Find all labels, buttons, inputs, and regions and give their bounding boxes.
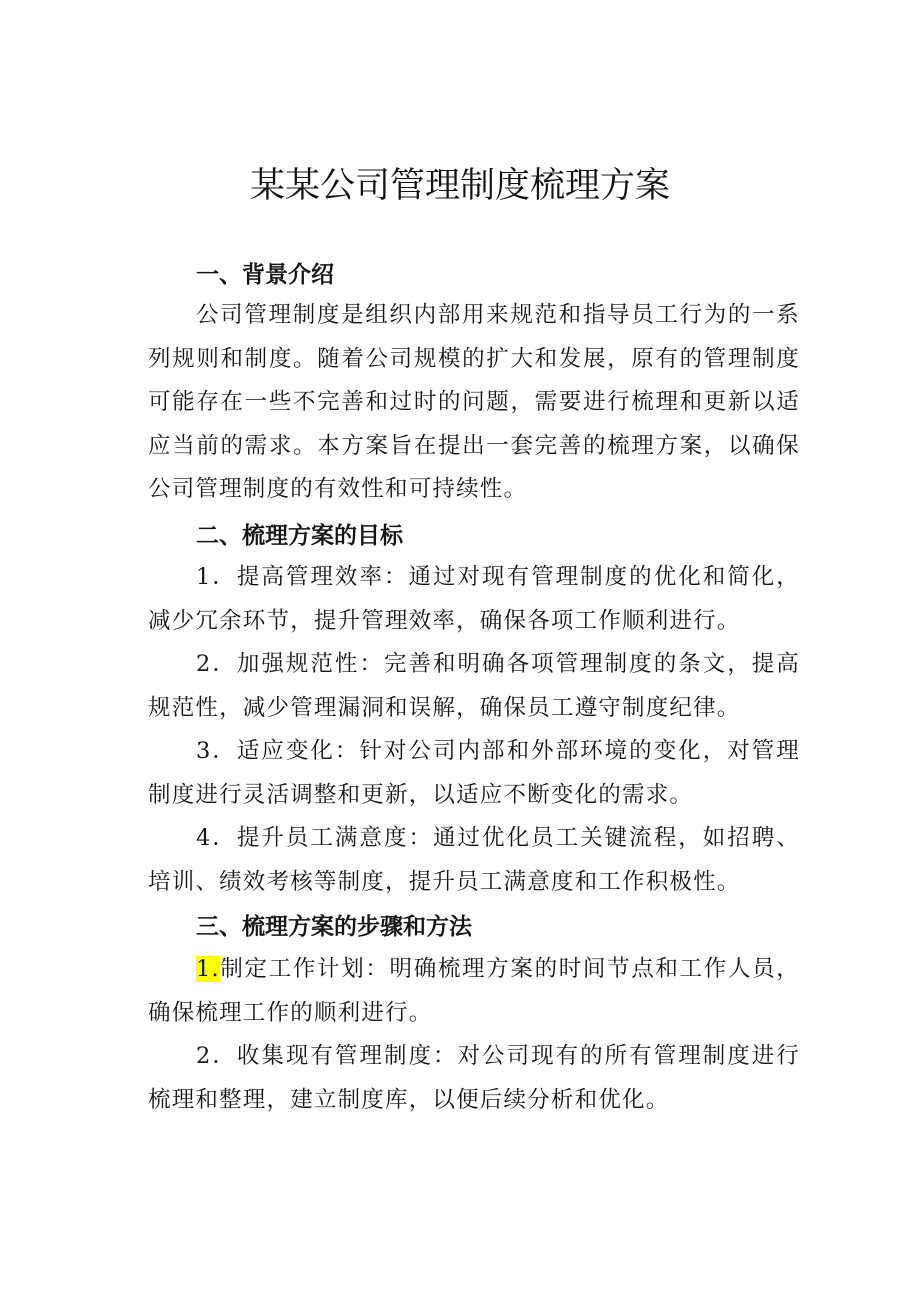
paragraph-background: 公司管理制度是组织内部用来规范和指导员工行为的一系列规则和制度。随着公司规模的扩大和发展，原有的管理制度可能存在一些不完善和过时的问题，需要进行梳理和更新以适应当前的需求。本方案旨在提出一套完善的梳理方案，以确保公司管理制度的有效性和可持续性。 (148, 302, 800, 502)
section-heading-steps: 三、梳理方案的步骤和方法 (196, 914, 472, 940)
section-heading-background: 一、背景介绍 (196, 262, 334, 288)
step-item-2: 2．收集现有管理制度：对公司现有的所有管理制度进行梳理和整理，建立制度库，以便后续分析和优化。 (148, 1043, 800, 1113)
goal-item-3: 3．适应变化：针对公司内部和外部环境的变化，对管理制度进行灵活调整和更新，以适应不断变化的需求。 (148, 738, 800, 808)
step-item-1-text: 制定工作计划：明确梳理方案的时间节点和工作人员，确保梳理工作的顺利进行。 (148, 956, 800, 1026)
highlighted-step-number: 1. (196, 956, 220, 982)
step-item-1 (148, 948, 800, 1035)
goal-item-2: 2．加强规范性：完善和明确各项管理制度的条文，提高规范性，减少管理漏洞和误解，确保员工遵守制度纪律。 (148, 651, 800, 721)
goal-item-4: 4．提升员工满意度：通过优化员工关键流程，如招聘、培训、绩效考核等制度，提升员工满意度和工作积极性。 (148, 825, 800, 895)
goal-item-1: 1．提高管理效率：通过对现有管理制度的优化和简化，减少冗余环节，提升管理效率，确保各项工作顺利进行。 (148, 564, 800, 634)
section-heading-goals: 二、梳理方案的目标 (196, 523, 403, 549)
document-title: 某某公司管理制度梳理方案 (249, 166, 670, 206)
